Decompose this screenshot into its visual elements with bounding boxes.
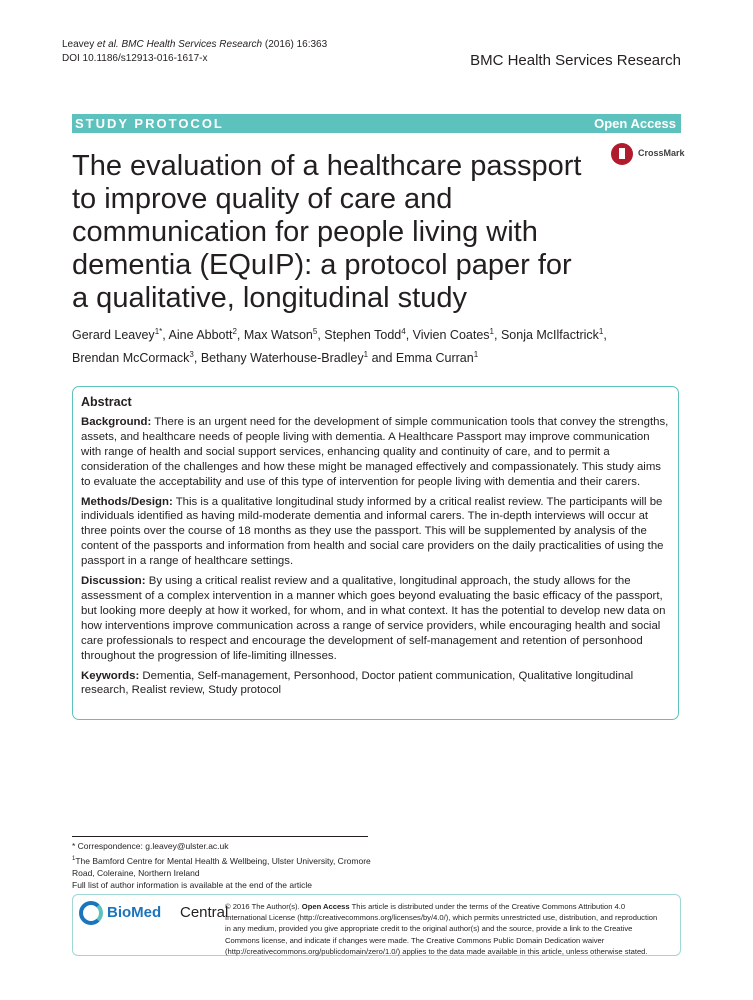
citation-block — [62, 38, 327, 66]
citation-authors: Leavey — [62, 39, 98, 50]
article-title: The evaluation of a healthcare passport to improve quality of care and communication for people living with dementia (EQuIP): a protocol paper for a qualitative, longitudinal study — [72, 150, 582, 314]
author-name: Gerard Leavey — [72, 328, 155, 343]
citation-volume: (2016) 16:363 — [262, 39, 328, 50]
abstract-background — [81, 415, 670, 490]
author-separator: , — [193, 351, 201, 366]
abstract-heading: Abstract — [81, 395, 132, 409]
author-affiliation-sup: 5 — [312, 327, 318, 336]
author-list — [72, 322, 692, 368]
full-author-info-note: Full list of author information is available at the end of the article — [72, 880, 313, 891]
article-type: STUDY PROTOCOL — [75, 116, 224, 131]
affiliation — [72, 853, 372, 880]
author-affiliation-sup: 1* — [154, 327, 163, 336]
correspondence: * Correspondence: g.leavey@ulster.ac.uk — [72, 841, 229, 851]
journal-name: BMC Health Services Research — [470, 52, 681, 69]
article-type-banner — [72, 114, 681, 133]
author-separator: , — [236, 328, 244, 343]
methods-label: Methods/Design: — [81, 495, 173, 508]
footnote-rule — [72, 836, 368, 837]
biomed-central-icon — [79, 901, 103, 925]
citation-journal: et al. BMC Health Services Research — [97, 39, 263, 50]
author-affiliation-sup: 2 — [232, 327, 237, 336]
crossmark-badge[interactable] — [611, 143, 691, 169]
author-separator: , — [405, 328, 413, 343]
license-text — [225, 901, 665, 957]
abstract-methods — [81, 495, 670, 570]
footnote — [72, 840, 372, 892]
affiliation-sup: 1 — [72, 855, 76, 862]
doi: DOI 10.1186/s12913-016-1617-x — [62, 53, 208, 64]
author-separator: , — [494, 328, 501, 343]
author-separator: , — [603, 328, 607, 343]
abstract-discussion — [81, 574, 670, 663]
background-label: Background: — [81, 416, 152, 428]
author-name: Brendan McCormack — [72, 351, 190, 366]
discussion-text: By using a critical realist review and a qualitative, longitudinal approach, the study allows for the assessment of a complex intervention in a manner which goes beyond evaluating the basic efficacy of the passport, but looking more deeply at how it worked, for whom, and in what context. It has the potential to develop new data on how interventions improve communication across a range of service providers, while encouraging health and social care professionals to respect and encourage the development of self-management and retention of personhood throughout the progression of life-limiting illnesses. — [81, 575, 666, 662]
author-affiliation-sup: 1 — [363, 350, 369, 360]
background-text: There is an urgent need for the development of simple communication tools that convey the strengths, assets, and healthcare needs of people living with dementia. A Healthcare Passport may improve communication with range of health and social support services, enhancing quality and continuity of care, and to permit a consideration of the challenges and how these might be managed effectively and compassionately. This study aims to evaluate the acceptability and use of this type of intervention for people living with dementia and their carers. — [81, 416, 669, 488]
keywords-label: Keywords: — [81, 669, 140, 682]
biomed-central-logo[interactable] — [73, 895, 229, 955]
author-name: Max Watson — [243, 328, 313, 343]
author-name: Stephen Todd — [324, 328, 402, 343]
abstract-box — [72, 386, 679, 720]
logo-biomed: BioMed — [107, 904, 162, 921]
author-separator: and — [368, 351, 396, 366]
author-name: Aine Abbott — [168, 328, 233, 343]
license-open-access: Open Access — [301, 902, 350, 911]
author-separator: , — [317, 328, 325, 343]
keywords-text: Dementia, Self-management, Personhood, Doctor patient communication, Qualitative longitudinal research, Realist review, Study protocol — [81, 669, 634, 697]
crossmark-icon — [611, 143, 633, 165]
author-name: Emma Curran — [395, 351, 474, 366]
author-separator: , — [162, 328, 169, 343]
abstract-keywords — [81, 669, 670, 699]
author-name: Sonja McIlfactrick — [500, 328, 599, 343]
discussion-label: Discussion: — [81, 575, 146, 588]
license-box — [72, 894, 681, 956]
logo-central: Central — [180, 904, 229, 921]
open-access-label: Open Access — [594, 116, 676, 131]
author-affiliation-sup: 3 — [189, 350, 194, 360]
crossmark-label: CrossMark — [638, 148, 685, 158]
author-name: Vivien Coates — [412, 328, 490, 343]
copyright: © 2016 The Author(s). — [225, 902, 302, 911]
author-affiliation-sup: 1 — [598, 327, 604, 336]
author-affiliation-sup: 1 — [473, 350, 479, 360]
author-affiliation-sup: 1 — [489, 327, 494, 336]
methods-text: This is a qualitative longitudinal study informed by a critical realist review. The participants will be individuals identified as having mild-moderate dementia and informal carers. The in-depth interviews will occur at three points over the course of 18 months as they use the passport. This will be supplemented by analysis of the content of the passports and information from health and social care providers on the daily practicalities of using the passport in a range of healthcare settings. — [81, 495, 664, 568]
author-name: Bethany Waterhouse-Bradley — [200, 351, 364, 366]
author-affiliation-sup: 4 — [401, 327, 406, 336]
affiliation-text: The Bamford Centre for Mental Health & Wellbeing, Ulster University, Cromore Road, Coleraine, Northern Ireland — [72, 855, 371, 878]
license-body: This article is distributed under the terms of the Creative Commons Attribution 4.0 International License (http://creativecommons.org/licenses/by/4.0/), which permits unrestricted use, distribution, and reproduction in any medium, provided you give appropriate credit to the original author(s) and the source, provide a link to the Creative Commons license, and indicate if changes were made. The Creative Commons Public Domain Dedication waiver (http://creativecommons.org/publicdomain/zero/1.0/) applies to the data made available in this article, unless otherwise stated. — [225, 902, 658, 956]
